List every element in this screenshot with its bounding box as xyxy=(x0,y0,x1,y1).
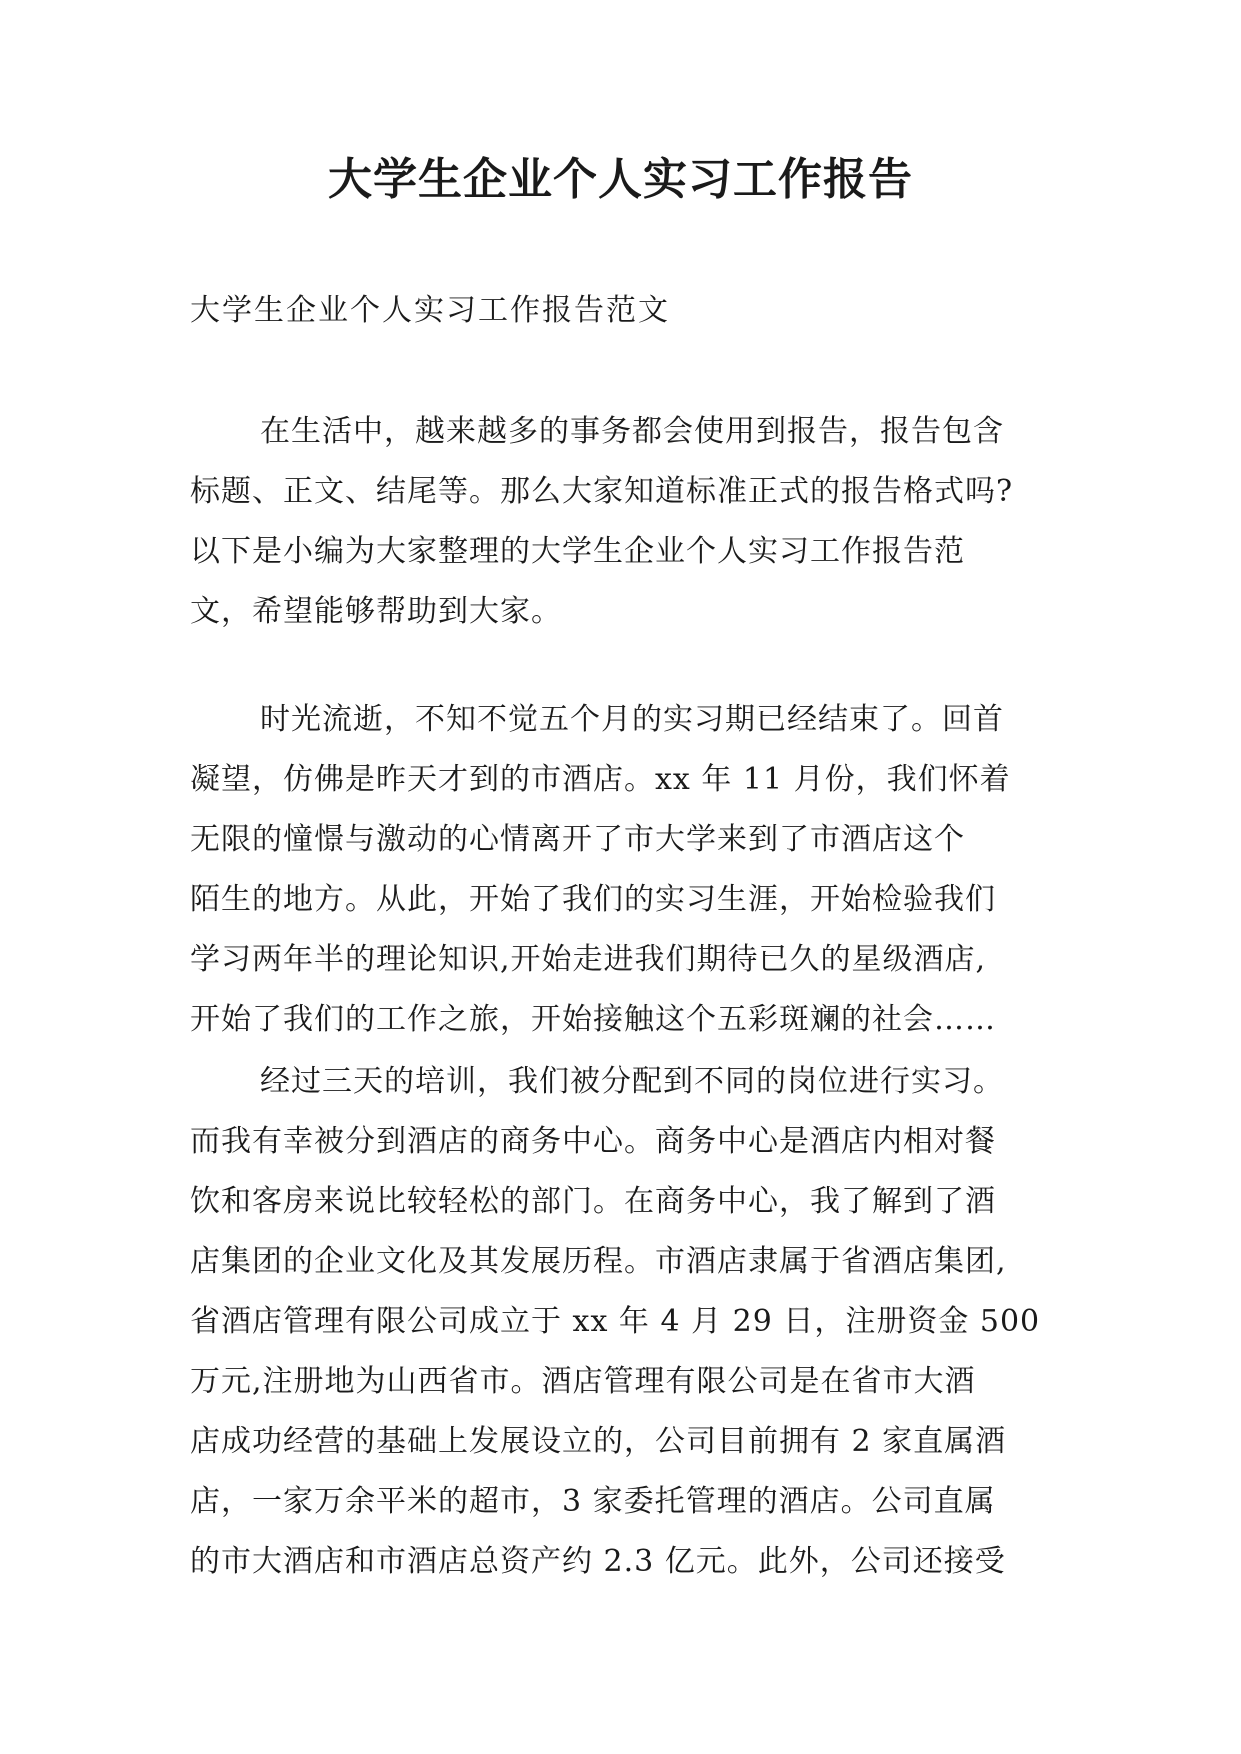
paragraph-line: 无限的憧憬与激动的心情离开了市大学来到了市酒店这个 xyxy=(190,822,965,857)
paragraph-line: 饮和客房来说比较轻松的部门。在商务中心，我了解到了酒 xyxy=(190,1184,996,1219)
document-title: 大学生企业个人实习工作报告 xyxy=(328,154,913,205)
paragraph-intro xyxy=(190,402,1070,642)
paragraph-line: 经过三天的培训，我们被分配到不同的岗位进行实习。 xyxy=(260,1064,1004,1099)
paragraph-internship-start xyxy=(190,690,1070,1050)
paragraph-line: 以下是小编为大家整理的大学生企业个人实习工作报告范 xyxy=(190,534,965,569)
paragraph-line: 文，希望能够帮助到大家。 xyxy=(190,594,562,629)
paragraph-line: 店集团的企业文化及其发展历程。市酒店隶属于省酒店集团, xyxy=(190,1244,1007,1279)
paragraph-line: 店，一家万余平米的超市，3 家委托管理的酒店。公司直属 xyxy=(190,1484,996,1519)
paragraph-line: 而我有幸被分到酒店的商务中心。商务中心是酒店内相对餐 xyxy=(190,1124,996,1159)
paragraph-line: 店成功经营的基础上发展设立的，公司目前拥有 2 家直属酒 xyxy=(190,1424,1007,1459)
paragraph-line: 学习两年半的理论知识,开始走进我们期待已久的星级酒店, xyxy=(190,942,987,977)
paragraph-line: 开始了我们的工作之旅，开始接触这个五彩斑斓的社会…… xyxy=(190,1002,996,1037)
paragraph-line: 凝望，仿佛是昨天才到的市酒店。xx 年 11 月份，我们怀着 xyxy=(190,762,1011,797)
paragraph-line: 的市大酒店和市酒店总资产约 2.3 亿元。此外，公司还接受 xyxy=(190,1544,1006,1579)
paragraph-line: 陌生的地方。从此，开始了我们的实习生涯，开始检验我们 xyxy=(190,882,996,917)
paragraph-line: 在生活中，越来越多的事务都会使用到报告，报告包含 xyxy=(260,414,1004,449)
paragraph-line: 时光流逝，不知不觉五个月的实习期已经结束了。回首 xyxy=(260,702,1004,737)
paragraph-line: 标题、正文、结尾等。那么大家知道标准正式的报告格式吗? xyxy=(190,474,1014,509)
paragraph-business-center xyxy=(190,1052,1070,1592)
document-subtitle: 大学生企业个人实习工作报告范文 xyxy=(190,293,670,328)
paragraph-line: 万元,注册地为山西省市。酒店管理有限公司是在省市大酒 xyxy=(190,1364,976,1399)
paragraph-line: 省酒店管理有限公司成立于 xx 年 4 月 29 日，注册资金 500 xyxy=(190,1304,1041,1339)
